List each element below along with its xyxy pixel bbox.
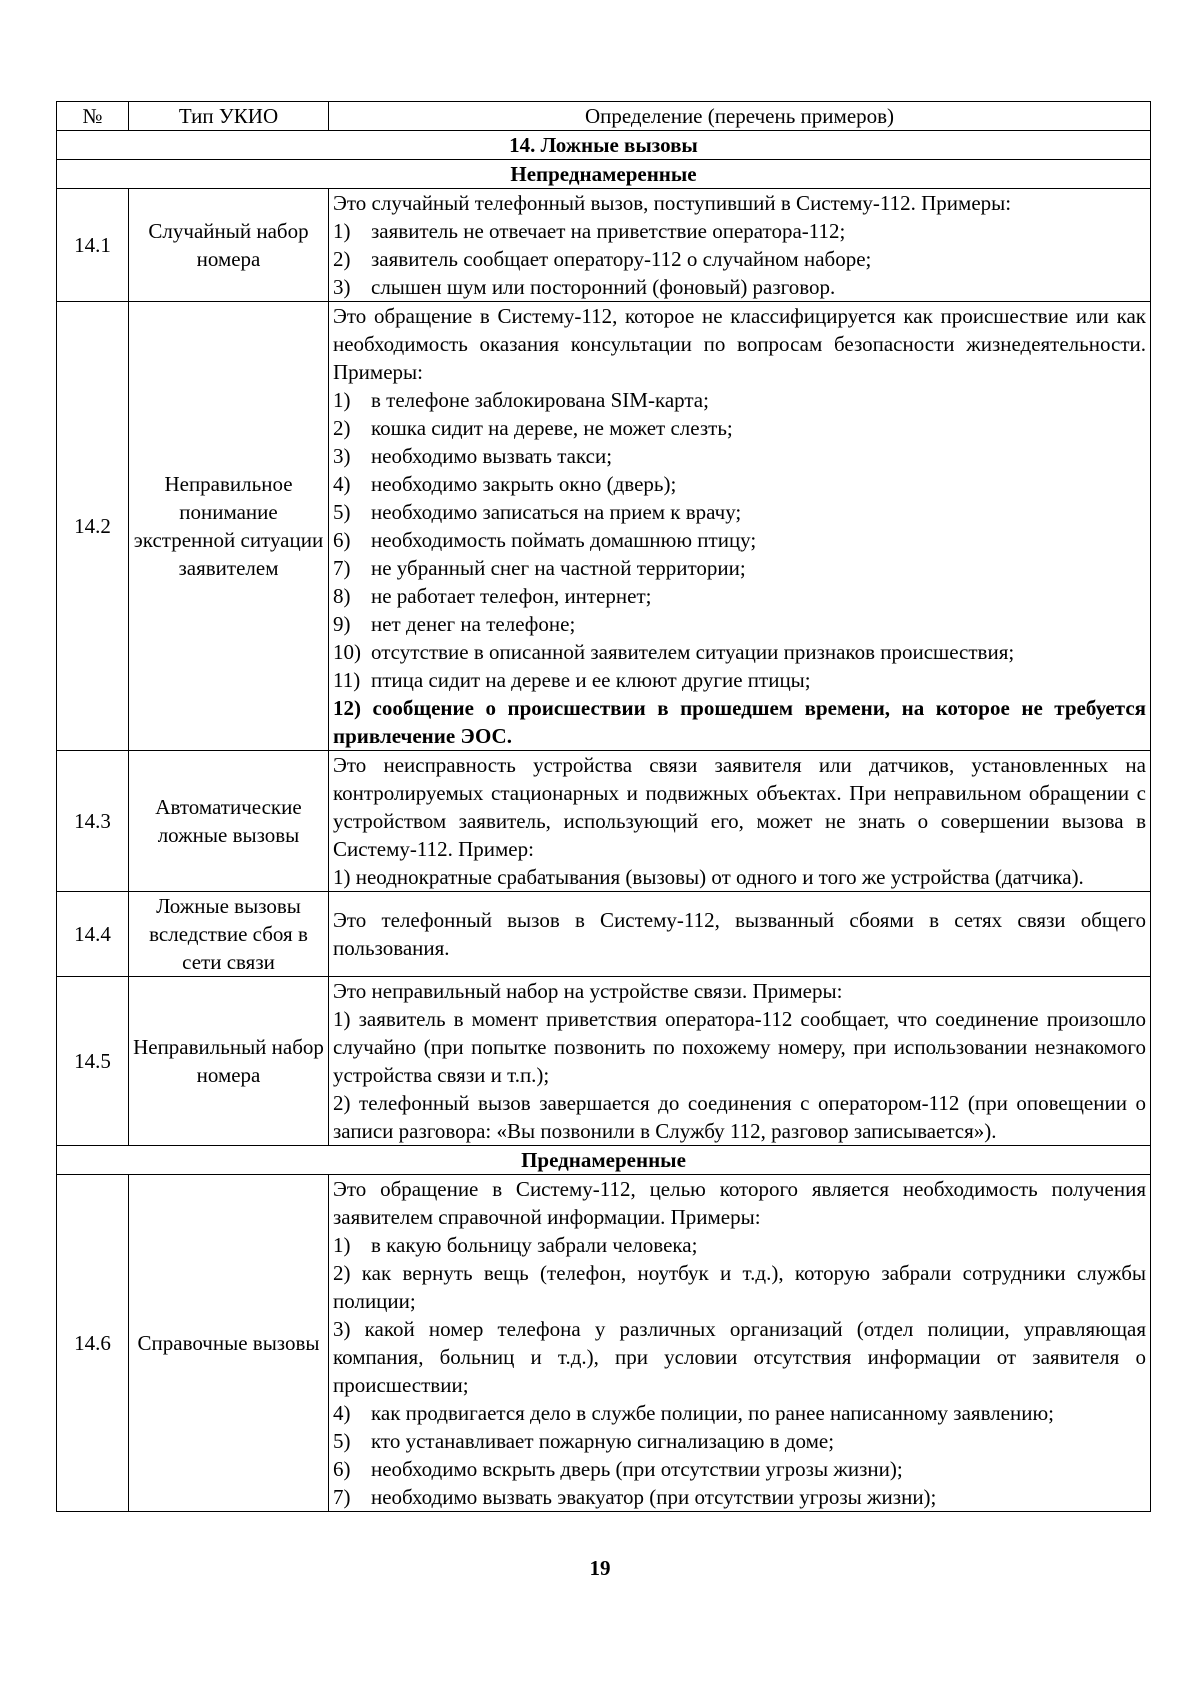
list-item: 10) отсутствие в описанной заявителем ситуации признаков происшествия; <box>333 640 1015 664</box>
row-type: Автоматические ложные вызовы <box>129 751 329 892</box>
list-item: 3) какой номер телефона у различных организаций (отдел полиции, управляющая компания, больниц и т.д.), при условии отсутствия информации от заявителя о происшествии; <box>333 1317 1146 1397</box>
row-num: 14.4 <box>57 892 129 977</box>
list-item: 6) необходимо вскрыть дверь (при отсутствии угрозы жизни); <box>333 1457 903 1481</box>
table-row <box>57 302 1151 751</box>
table-row <box>57 977 1151 1146</box>
section-title: 14. Ложные вызовы <box>57 131 1151 160</box>
subsection-row <box>57 1146 1151 1175</box>
row-type: Справочные вызовы <box>129 1175 329 1512</box>
header-definition: Определение (перечень примеров) <box>329 102 1151 131</box>
section-row <box>57 131 1151 160</box>
row-num: 14.3 <box>57 751 129 892</box>
list-item: 1) в телефоне заблокирована SIM-карта; <box>333 388 709 412</box>
header-num: № <box>57 102 129 131</box>
definition-intro: Это обращение в Систему-112, целью которого является необходимость получения заявителем справочной информации. Примеры: <box>333 1177 1146 1229</box>
row-num: 14.5 <box>57 977 129 1146</box>
table-header-row <box>57 102 1151 131</box>
row-definition <box>329 302 1151 751</box>
table-row <box>57 892 1151 977</box>
subsection-unintentional: Непреднамеренные <box>57 160 1151 189</box>
definition-intro: Это неправильный набор на устройстве связи. Примеры: <box>333 979 843 1003</box>
row-type: Ложные вызовы вследствие сбоя в сети связи <box>129 892 329 977</box>
list-item: 5) необходимо записаться на прием к врачу; <box>333 500 742 524</box>
row-definition <box>329 751 1151 892</box>
list-item: 1) в какую больницу забрали человека; <box>333 1233 698 1257</box>
header-type: Тип УКИО <box>129 102 329 131</box>
definition-intro: Это обращение в Систему-112, которое не классифицируется как происшествие или как необходимость оказания консультации по вопросам безопасности жизнедеятельности. Примеры: <box>333 304 1146 384</box>
subsection-row <box>57 160 1151 189</box>
subsection-intentional: Преднамеренные <box>57 1146 1151 1175</box>
table-row <box>57 751 1151 892</box>
ukio-table <box>56 101 1151 1512</box>
row-definition <box>329 1175 1151 1512</box>
page-number: 19 <box>589 1556 611 1580</box>
list-item: 5) кто устанавливает пожарную сигнализацию в доме; <box>333 1429 835 1453</box>
list-item: 1) заявитель не отвечает на приветствие оператора-112; <box>333 219 846 243</box>
list-item: 1) неоднократные срабатывания (вызовы) от одного и того же устройства (датчика). <box>333 865 1084 889</box>
list-item: 2) заявитель сообщает оператору-112 о случайном наборе; <box>333 247 872 271</box>
list-item: 7) не убранный снег на частной территории; <box>333 556 746 580</box>
list-item: 2) телефонный вызов завершается до соединения с оператором-112 (при оповещении о записи разговора: «Вы позвонили в Службу 112, разговор записывается»). <box>333 1091 1146 1143</box>
row-num: 14.2 <box>57 302 129 751</box>
list-item: 8) не работает телефон, интернет; <box>333 584 652 608</box>
definition-intro: Это телефонный вызов в Систему-112, вызванный сбоями в сетях связи общего пользования. <box>333 908 1146 960</box>
list-item: 9) нет денег на телефоне; <box>333 612 576 636</box>
row-num: 14.1 <box>57 189 129 302</box>
table-row <box>57 189 1151 302</box>
list-item: 4) как продвигается дело в службе полиции, по ранее написанному заявлению; <box>333 1401 1055 1425</box>
row-type: Неправильный набор номера <box>129 977 329 1146</box>
list-item-bold: 12) сообщение о происшествии в прошедшем времени, на которое не требуется привлечение ЭОС. <box>333 696 1146 748</box>
list-item: 11) птица сидит на дереве и ее клюют другие птицы; <box>333 668 811 692</box>
list-item: 2) как вернуть вещь (телефон, ноутбук и т.д.), которую забрали сотрудники службы полиции; <box>333 1261 1146 1313</box>
row-type: Случайный набор номера <box>129 189 329 302</box>
list-item: 7) необходимо вызвать эвакуатор (при отсутствии угрозы жизни); <box>333 1485 937 1509</box>
row-num: 14.6 <box>57 1175 129 1512</box>
table-row <box>57 1175 1151 1512</box>
list-item: 2) кошка сидит на дереве, не может слезть; <box>333 416 733 440</box>
row-definition <box>329 977 1151 1146</box>
list-item: 6) необходимость поймать домашнюю птицу; <box>333 528 757 552</box>
list-item: 3) необходимо вызвать такси; <box>333 444 613 468</box>
row-type: Неправильное понимание экстренной ситуации заявителем <box>129 302 329 751</box>
list-item: 3) слышен шум или посторонний (фоновый) разговор. <box>333 275 836 299</box>
list-item: 4) необходимо закрыть окно (дверь); <box>333 472 677 496</box>
definition-intro: Это неисправность устройства связи заявителя или датчиков, установленных на контролируемых стационарных и подвижных объектах. При неправильном обращении с устройством заявитель, использующий его, может не знать о совершении вызова в Систему-112. Пример: <box>333 753 1146 861</box>
document-page <box>56 101 1150 1512</box>
row-definition <box>329 892 1151 977</box>
row-definition <box>329 189 1151 302</box>
list-item: 1) заявитель в момент приветствия оператора-112 сообщает, что соединение произошло случайно (при попытке позвонить по похожему номеру, при использовании незнакомого устройства связи и т.п.); <box>333 1007 1146 1087</box>
definition-intro: Это случайный телефонный вызов, поступивший в Систему-112. Примеры: <box>333 191 1012 215</box>
